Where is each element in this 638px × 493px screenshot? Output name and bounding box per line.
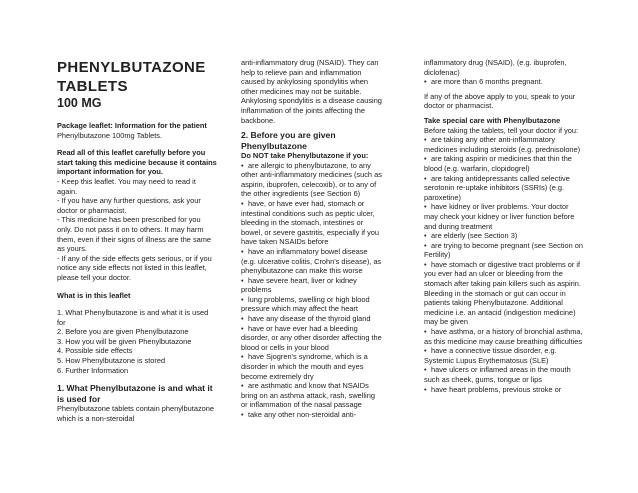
warning-item: • have asthma, or a history of bronchial asthma, as this medicine may cause breathing difficulties (424, 327, 583, 346)
bullet-icon: • (424, 154, 427, 164)
bullet-icon: • (241, 160, 244, 170)
bullet-icon: • (424, 173, 427, 183)
contraindication-item: • have severe heart, liver or kidney problems (241, 275, 357, 295)
contraindication-item: • lung problems, swelling or high blood pressure which may affect the heart (241, 294, 370, 314)
bullet-icon: • (241, 246, 244, 256)
package-leaflet-text: Phenylbutazone 100mg Tablets. (57, 130, 163, 140)
bullet-icon: • (424, 327, 427, 337)
warning-item: • have ulcers or inflamed areas in the mouth such as cheek, gums, tongue or lips (424, 365, 571, 384)
bullet-icon: • (241, 323, 244, 333)
contraindication-item: • take any other non-steroidal anti- (241, 410, 357, 419)
bullet-icon: • (241, 198, 244, 208)
contraindication-item: • have, or have ever had, stomach or intestinal conditions such as peptic ulcer, bleeding in the stomach, intestines or bowel, or severe gastritis, especially if you have taken NSAIDs before (241, 198, 380, 247)
nsaid-continued: inflammatory drug (NSAID), (e.g. ibuprofen, diclofenac) (424, 58, 567, 77)
contraindication-item: • have any disease of the thyroid gland (241, 314, 371, 324)
contraindication-item: • have an inflammatory bowel disease (e.g. ulcerative colitis, Crohn's disease), as phenylbutazone can make this worse (241, 246, 382, 276)
special-care-heading: Take special care with Phenylbutazone (424, 115, 561, 125)
bullet-icon: • (424, 240, 427, 250)
contents-item: 6. Further Information (57, 365, 129, 375)
contraindication-item: • are more than 6 months pregnant. (424, 77, 543, 87)
warning-item: • are taking aspirin or medicines that thin the blood (e.g. warfarin, clopidogrel) (424, 154, 572, 173)
warning-item: • are taking any other anti-inflammatory medicines including steroids (e.g. prednisolone) (424, 135, 581, 154)
read-item: - If any of the side effects gets serious, or if you notice any side effects not listed in this leaflet, please tell your doctor. (57, 253, 212, 282)
read-item: - Keep this leaflet. You may need to read it again. (57, 176, 196, 196)
warning-item: • are elderly (see Section 3) (424, 231, 518, 241)
warning-item: • are taking antidepressants called selective serotonin re-uptake inhibitors (SSRIs) (e.g. paroxetine) (424, 173, 570, 202)
bullet-icon: • (424, 365, 427, 375)
bullet-icon: • (241, 275, 244, 285)
bullet-icon: • (241, 314, 244, 324)
section-1-continued: anti-inflammatory drug (NSAID). They can help to relieve pain and inflammation caused by ankylosing spondylitis when other medicines may not be suitable. (241, 58, 379, 96)
leaflet-column-3 (424, 58, 584, 394)
bullet-icon: • (424, 231, 427, 241)
section-2-heading: 2. Before you are given Phenylbutazone (241, 130, 336, 151)
warning-item: • have kidney or liver problems. Your doctor may check your kidney or liver function before and during treatment (424, 202, 575, 231)
bullet-icon: • (241, 294, 244, 304)
contents-item: 2. Before you are given Phenylbutazone (57, 327, 189, 337)
package-leaflet-heading: Package leaflet: Information for the patient (57, 121, 207, 130)
contraindication-item: • are allergic to phenylbutazone, to any other anti-inflammatory medicines (such as aspirin, ibuprofen, celecoxib), or to any of the other ingredients (see Section 6) (241, 160, 382, 199)
contents-heading: What is in this leaflet (57, 290, 131, 300)
section-1-heading: 1. What Phenylbutazone is and what it is used for (57, 383, 213, 404)
contraindication-item: • are asthmatic and know that NSAIDs bring on an asthma attack, rash, swelling or inflammation of the nasal passage (241, 381, 375, 410)
read-item: - If you have any further questions, ask your doctor or pharmacist. (57, 196, 201, 215)
bullet-icon: • (424, 77, 427, 87)
document-title-line-1: PHENYLBUTAZONE (57, 59, 206, 76)
contraindication-item: • have Sjogren's syndrome, which is a disorder in which the mouth and eyes become extremely dry (241, 352, 368, 381)
warning-item: • have stomach or digestive tract problems or if you ever had an ulcer or bleeding from the stomach after taking pain killers such as aspirin. Bleeding in the stomach or gut can occur in patients taking Phenylbutazone. Additional medicine i.e. an antacid (indigestion medicine) may be given (424, 259, 581, 327)
leaflet-column-1 (57, 58, 217, 423)
ankylosing-spondylitis-text: Ankylosing spondylitis is a disease causing inflammation of the joints affecting the backbone. (241, 96, 382, 125)
bullet-icon: • (424, 346, 427, 356)
document-title-line-2: TABLETS (57, 78, 128, 95)
section-1-text: Phenylbutazone tablets contain phenylbutazone which is a non-steroidal (57, 404, 214, 423)
contraindication-item: • have or have ever had a bleeding disorder, or any other disorder affecting the blood or cells in your blood (241, 323, 382, 352)
contents-item: 1. What Phenylbutazone is and what it is used for (57, 308, 209, 327)
contents-item: 4. Possible side effects (57, 346, 133, 356)
document-strength: 100 MG (57, 96, 102, 110)
leaflet-column-2 (241, 58, 383, 420)
contents-item: 5. How Phenylbutazone is stored (57, 356, 166, 366)
bullet-icon: • (241, 381, 244, 391)
special-care-intro: Before taking the tablets, tell your doctor if you: (424, 125, 579, 135)
warning-item: • have heart problems, previous stroke or (424, 384, 562, 394)
do-not-take-heading: Do NOT take Phenylbutazone if you: (241, 150, 369, 160)
read-item: - This medicine has been prescribed for you only. Do not pass it on to others. It may harm them, even if their signs of illness are the same as yours. (57, 215, 212, 254)
warning-item: • have a connective tissue disorder, e.g. Systemic Lupus Erythematosus (SLE) (424, 346, 557, 365)
bullet-icon: • (241, 410, 244, 419)
warning-item: • are trying to become pregnant (see Section on Fertility) (424, 240, 584, 260)
bullet-icon: • (424, 384, 427, 394)
speak-to-doctor-text: If any of the above apply to you, speak to your doctor or pharmacist. (424, 91, 576, 111)
read-leaflet-heading: Read all of this leaflet carefully before you start taking this medicine because it contains important information for you. (57, 148, 217, 177)
bullet-icon: • (241, 352, 244, 362)
bullet-icon: • (424, 259, 427, 269)
bullet-icon: • (424, 135, 427, 145)
bullet-icon: • (424, 202, 427, 212)
contents-item: 3. How you will be given Phenylbutazone (57, 336, 192, 346)
